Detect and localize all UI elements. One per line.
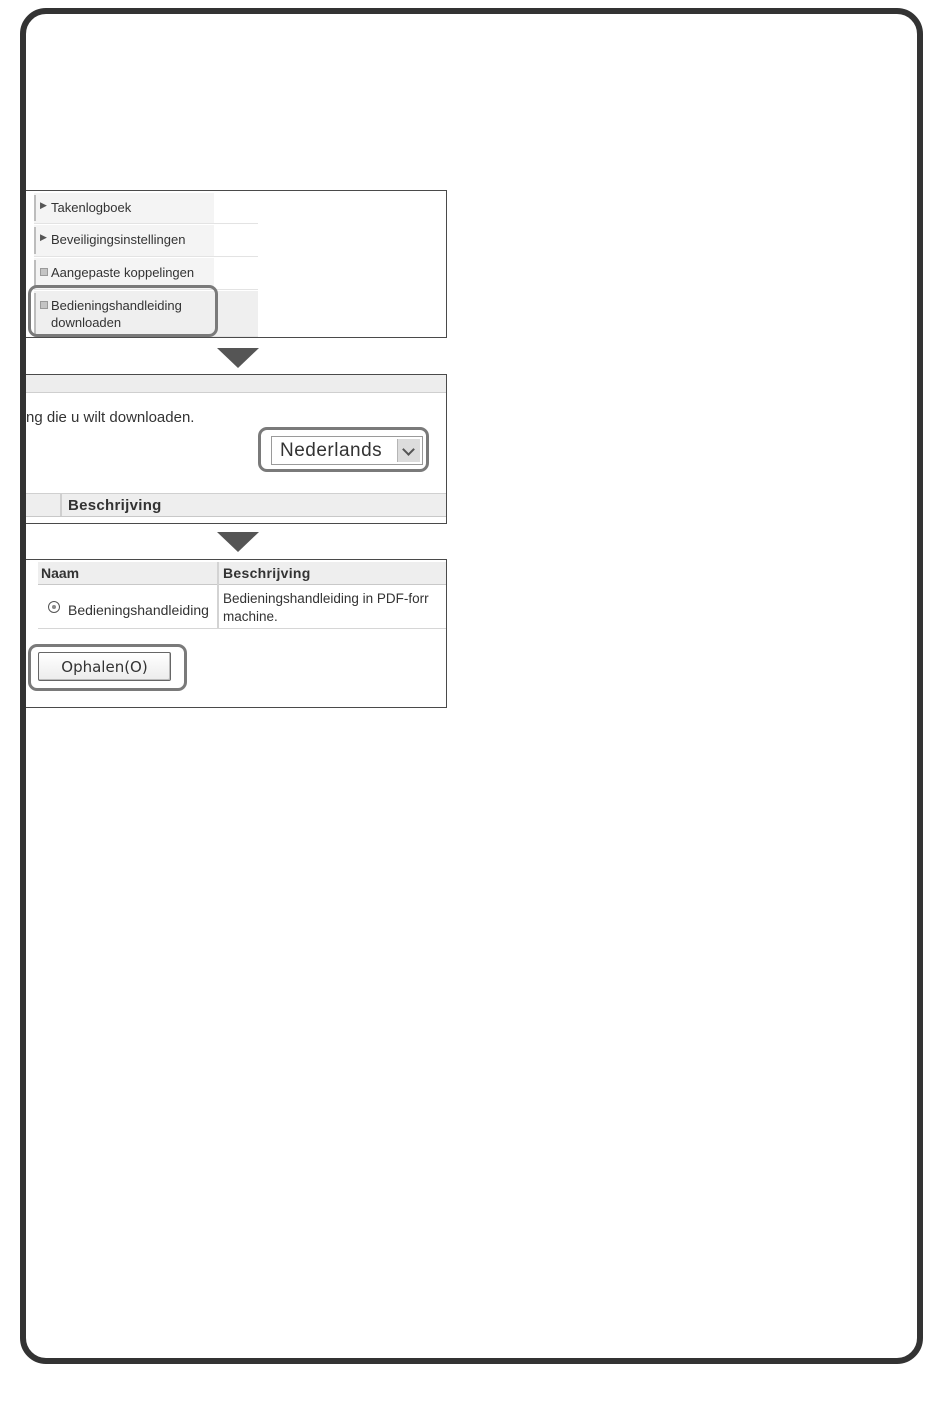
menu-item-label: Aangepaste koppelingen [51,265,195,280]
menu-panel [26,190,447,338]
row-description [223,590,447,626]
menu-item-label: Bedieningshandleiding downloaden [51,298,182,330]
menu-item-label: Takenlogboek [51,200,132,215]
language-instruction: ng die u wilt downloaden. [26,409,195,426]
menu-item-label: Beveiligingsinstellingen [51,232,186,247]
triangle-right-icon: ▶ [40,232,47,242]
row-description-line-2: machine. [223,609,278,624]
table-header [38,562,446,585]
column-header-description: Beschrijving [223,565,311,581]
menu-item-bar [34,227,36,254]
highlight-frame-language [258,427,429,472]
highlight-frame-menu [28,285,218,337]
panel-header-bar [26,375,446,393]
column-header-name: Naam [41,565,80,581]
menu-item-takenlogboek[interactable] [34,193,258,224]
square-bullet-icon [40,268,48,276]
triangle-right-icon: ▶ [40,200,47,210]
table-header [26,493,446,517]
download-list-panel [26,559,447,708]
row-name: Bedieningshandleiding [68,602,209,618]
step-arrow-down-icon [217,532,259,552]
step-arrow-down-icon [217,348,259,368]
manual-radio-button[interactable] [48,601,60,613]
fetch-button[interactable]: Ophalen(O) [38,652,171,681]
column-header-description: Beschrijving [68,497,162,514]
column-divider [60,494,62,516]
menu-item-beveiligingsinstellingen[interactable] [34,225,258,257]
menu-item-bar [34,260,36,287]
language-panel [26,374,447,524]
language-select-value: Nederlands [280,440,383,461]
highlight-frame-button [28,644,187,691]
manual-page-frame [20,8,923,1364]
table-row [38,585,446,629]
row-description-line-1: Bedieningshandleiding in PDF-forr [223,591,429,606]
menu-item-bar [34,195,36,221]
